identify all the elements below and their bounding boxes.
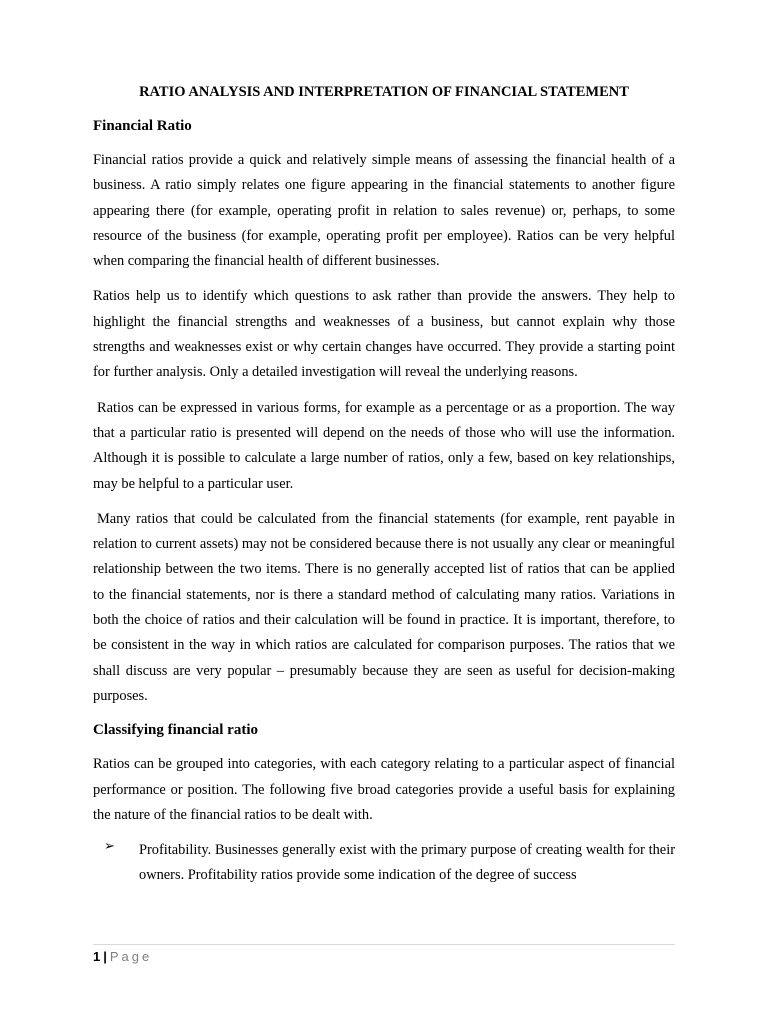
paragraph-3: Ratios can be expressed in various forms, for example as a percentage or as a proportion. The way that a particular ratio is presented will depend on the needs of those who will use the information. Although it is possible to calculate a large number of ratios, only a few, based on key relationships, may be helpful to a particular user. (93, 399, 675, 492)
arrow-bullet-icon: ➢ (104, 838, 115, 854)
section-heading-financial-ratio: Financial Ratio (93, 118, 192, 134)
paragraph-5: Ratios can be grouped into categories, with each category relating to a particular aspect of financial performance or position. The following five broad categories provide a useful basis for explaining the nature of the financial ratios to be dealt with. (93, 756, 675, 823)
page-footer (93, 949, 152, 964)
bullet-item-profitability (93, 838, 675, 889)
document-content (93, 84, 675, 899)
document-title: RATIO ANALYSIS AND INTERPRETATION OF FINANCIAL STATEMENT (139, 84, 629, 100)
paragraph-4: Many ratios that could be calculated from the financial statements (for example, rent payable in relation to current assets) may not be considered because there is not usually any clear or meaningful relationship between the two items. There is no generally accepted list of ratios that can be applied to the financial statements, nor is there a standard method of calculating many ratios. Variations in both the choice of ratios and their calculation will be found in practice. It is important, therefore, to be consistent in the way in which ratios are calculated for comparison purposes. The ratios that we shall discuss are very popular – presumably because they are seen as useful for decision-making purposes. (93, 510, 675, 704)
page-number: 1 (93, 949, 101, 964)
footer-divider (93, 944, 675, 945)
footer-separator: | (103, 949, 107, 964)
section-heading-classifying: Classifying financial ratio (93, 722, 259, 739)
paragraph-1: Financial ratios provide a quick and relatively simple means of assessing the financial health of a business. A ratio simply relates one figure appearing in the financial statements to another figure appearing there (for example, operating profit in relation to sales revenue) or, perhaps, to some resource of the business (for example, operating profit per employee). Ratios can be very helpful when comparing the financial health of different businesses. (93, 152, 675, 270)
bullet-text: Profitability. Businesses generally exist with the primary purpose of creating wealth for their owners. Profitability ratios provide some indication of the degree of success (139, 842, 675, 884)
paragraph-2: Ratios help us to identify which questions to ask rather than provide the answers. They help to highlight the financial strengths and weaknesses of a business, but cannot explain why those strengths and weaknesses exist or why certain changes have occurred. They provide a starting point for further analysis. Only a detailed investigation will reveal the underlying reasons. (93, 288, 675, 381)
page-label: Page (109, 949, 153, 964)
